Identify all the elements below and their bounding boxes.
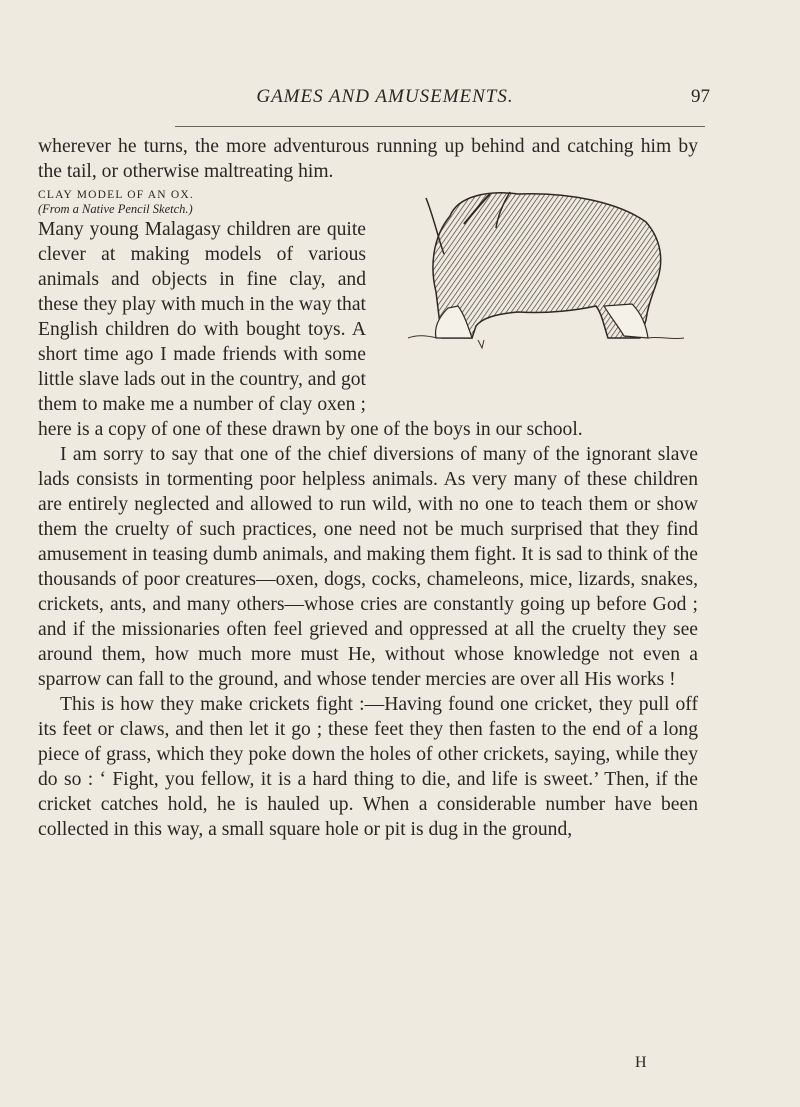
running-title: GAMES AND AMUSEMENTS. bbox=[256, 86, 514, 107]
figure-source: (From a Native Pencil Sketch.) bbox=[38, 202, 193, 216]
body-text bbox=[38, 134, 698, 842]
signature-mark: H bbox=[635, 1054, 647, 1071]
page-header bbox=[60, 86, 710, 116]
paragraph: This is how they make crickets fight :—Having found one cricket, they pull off its feet or claws, and then let it go ; these feet they then fasten to the end of a long piece of grass, which they poke down the holes of other crickets, saying, while they do so : ‘ Fight, you fellow, it is a hard thing to die, and life is sweet.’ Then, if the cricket catches hold, he is hauled up. When a considerable number have been collected in this way, a small square hole or pit is dug in the ground, bbox=[38, 694, 698, 840]
page-number: 97 bbox=[691, 86, 710, 107]
figure-caption: CLAY MODEL OF AN OX. bbox=[38, 189, 194, 201]
paragraph: wherever he turns, the more adventurous running up behind and catching him by the tail, or otherwise maltreating him. bbox=[38, 136, 698, 182]
paragraph-text: Many young Malagasy children are quite clever at making models of various animals and objects in fine clay, and these they play with much in the way that English children do with bought toys. A short time ago I made friends with some little slave lads out in the country, and got them to make me a number of clay oxen ; here is a copy of one of these drawn by one of the boys in our school. bbox=[38, 219, 583, 440]
clay-ox-illustration bbox=[378, 188, 698, 353]
header-rule bbox=[175, 126, 705, 127]
tail-stroke bbox=[478, 340, 484, 348]
ox-figure bbox=[378, 188, 698, 396]
paragraph: I am sorry to say that one of the chief diversions of many of the ignorant slave lads consists in tormenting poor helpless animals. As very many of these children are entirely neglected and allowed to run wild, with no one to teach them or show them the cruelty of such practices, one need not be much surprised that they find amusement in teasing dumb animals, and making them fight. It is sad to think of the thousands of poor creatures—oxen, dogs, cocks, chameleons, mice, lizards, snakes, crickets, ants, and many others—whose cries are constantly going up before God ; and if the missionaries often feel grieved and oppressed at all the cruelty they see around them, how much more must He, without whose knowledge not even a sparrow can fall to the ground, and whose tender mercies are over all His works ! bbox=[38, 444, 698, 690]
